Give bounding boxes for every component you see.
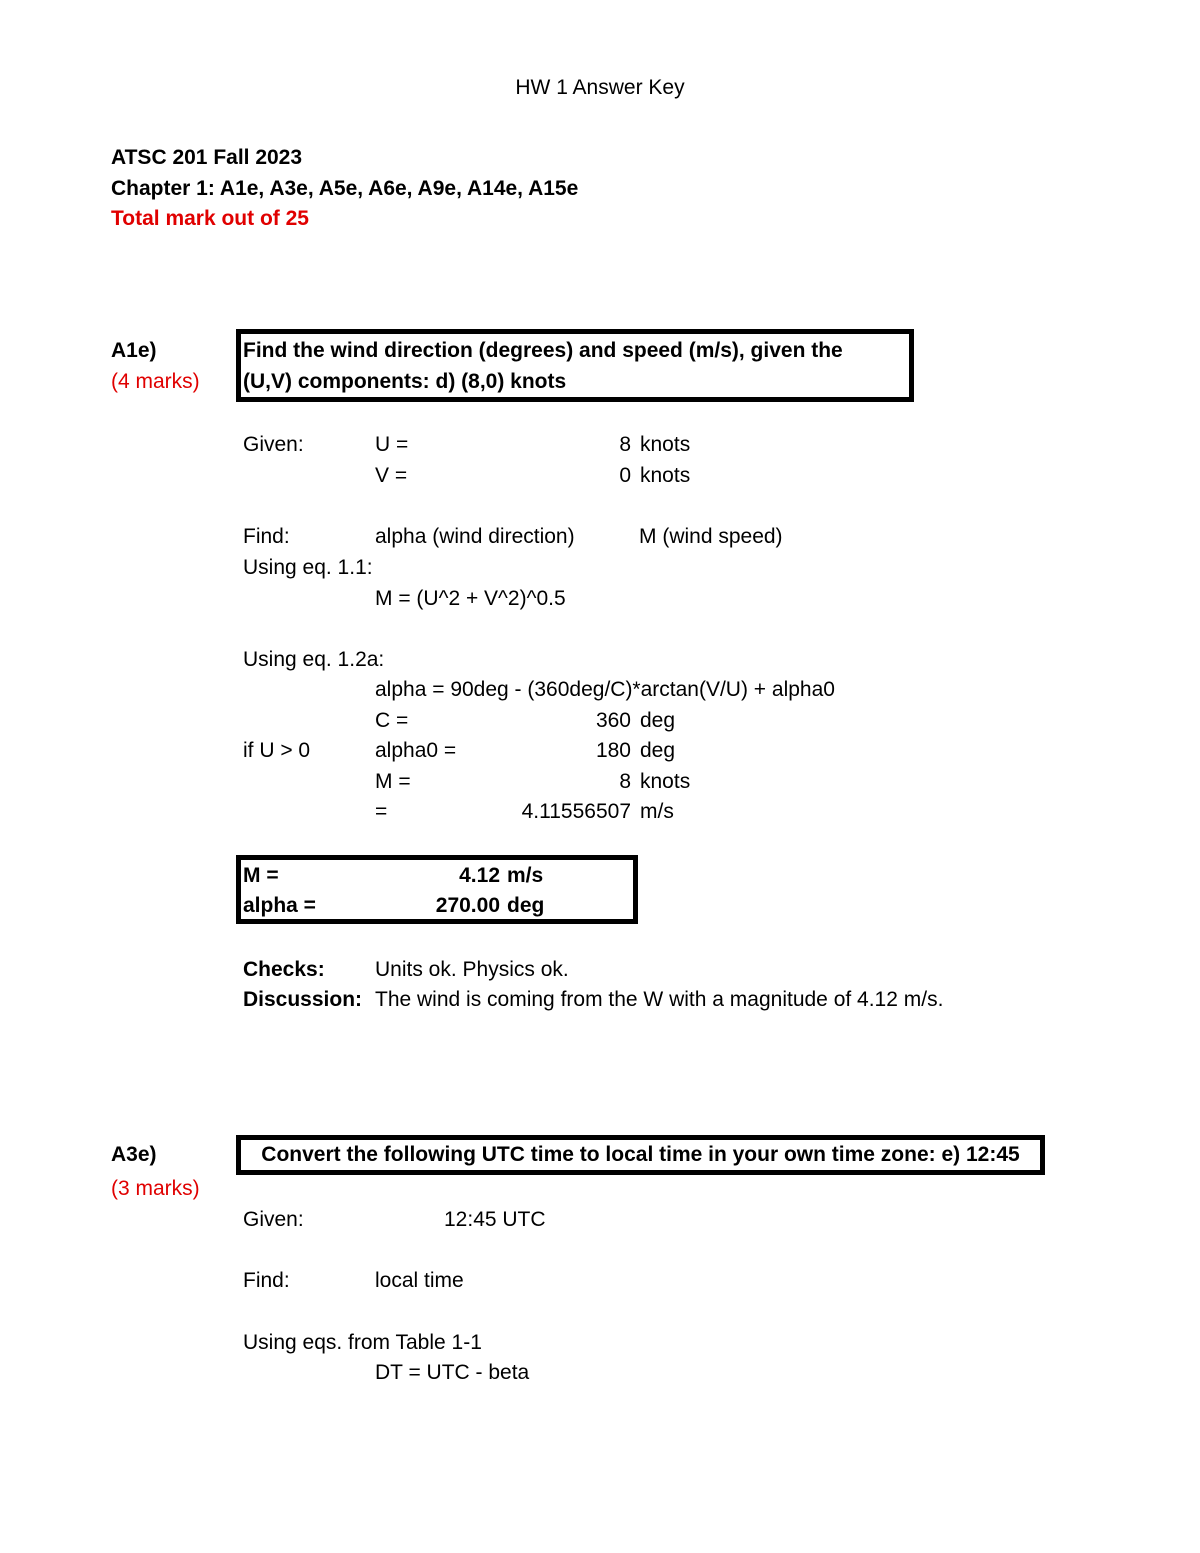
a3-marks: (3 marks) — [111, 1177, 200, 1200]
a1-m-unit: knots — [640, 770, 691, 793]
a1-eq12: alpha = 90deg - (360deg/C)*arctan(V/U) + alpha0 — [375, 678, 835, 701]
a1-given-label: Given: — [243, 433, 304, 456]
a1-condition: if U > 0 — [243, 739, 311, 762]
a3-using: Using eqs. from Table 1-1 — [243, 1331, 482, 1354]
a1-marks: (4 marks) — [111, 370, 200, 393]
a1-result-alpha-label: alpha = — [243, 894, 316, 917]
a1-ms-value: 4.11556507 — [521, 800, 631, 823]
a1-eq12-label: Using eq. 1.2a: — [243, 648, 385, 671]
a1-c-unit: deg — [640, 709, 676, 732]
course-title: ATSC 201 Fall 2023 — [111, 146, 303, 169]
a1-find-label: Find: — [243, 525, 290, 548]
a1-v-unit: knots — [640, 464, 691, 487]
a1-discussion-label: Discussion: — [243, 988, 363, 1011]
a1-checks-text: Units ok. Physics ok. — [375, 958, 569, 981]
total-mark: Total mark out of 25 — [111, 207, 309, 230]
a1-c-label: C = — [375, 709, 409, 732]
page-title: HW 1 Answer Key — [515, 76, 685, 99]
a1-discussion-text: The wind is coming from the W with a magnitude of 4.12 m/s. — [375, 988, 944, 1011]
a3-equation: DT = UTC - beta — [375, 1361, 530, 1384]
a1-result-m-label: M = — [243, 864, 279, 887]
a1-equals-label: = — [375, 800, 388, 823]
a1-checks-label: Checks: — [243, 958, 325, 981]
a1-m-label: M = — [375, 770, 411, 793]
a1-m-value: 8 — [619, 770, 631, 793]
a1-result-alpha-unit: deg — [507, 894, 545, 917]
a1-find-alpha: alpha (wind direction) — [375, 525, 575, 548]
a1-result-m-unit: m/s — [507, 864, 544, 887]
a1-v-value: 0 — [619, 464, 631, 487]
a1-eq11: M = (U^2 + V^2)^0.5 — [375, 587, 566, 610]
a1-find-m: M (wind speed) — [639, 525, 783, 548]
a1-c-value: 360 — [595, 709, 631, 732]
chapter-list: Chapter 1: A1e, A3e, A5e, A6e, A9e, A14e, A15e — [111, 177, 579, 200]
a3-find-label: Find: — [243, 1269, 290, 1292]
a3-find-value: local time — [375, 1269, 464, 1292]
a3-label: A3e) — [111, 1143, 157, 1166]
a1-question-line2: (U,V) components: d) (8,0) knots — [243, 370, 567, 393]
a1-alpha0-value: 180 — [595, 739, 631, 762]
a1-alpha0-label: alpha0 = — [375, 739, 457, 762]
a1-label: A1e) — [111, 339, 157, 362]
a1-question-line1: Find the wind direction (degrees) and speed (m/s), given the — [243, 339, 843, 362]
a1-u-label: U = — [375, 433, 409, 456]
a3-given-label: Given: — [243, 1208, 304, 1231]
a3-question: Convert the following UTC time to local time in your own time zone: e) 12:45 — [261, 1143, 1020, 1166]
a1-result-alpha-value: 270.00 — [435, 894, 500, 917]
a1-ms-unit: m/s — [640, 800, 674, 823]
a1-result-m-value: 4.12 — [459, 864, 500, 887]
a1-alpha0-unit: deg — [640, 739, 676, 762]
a3-given-value: 12:45 UTC — [444, 1208, 546, 1231]
a1-u-unit: knots — [640, 433, 691, 456]
a1-v-label: V = — [375, 464, 408, 487]
a1-u-value: 8 — [619, 433, 631, 456]
a1-eq11-label: Using eq. 1.1: — [243, 556, 373, 579]
